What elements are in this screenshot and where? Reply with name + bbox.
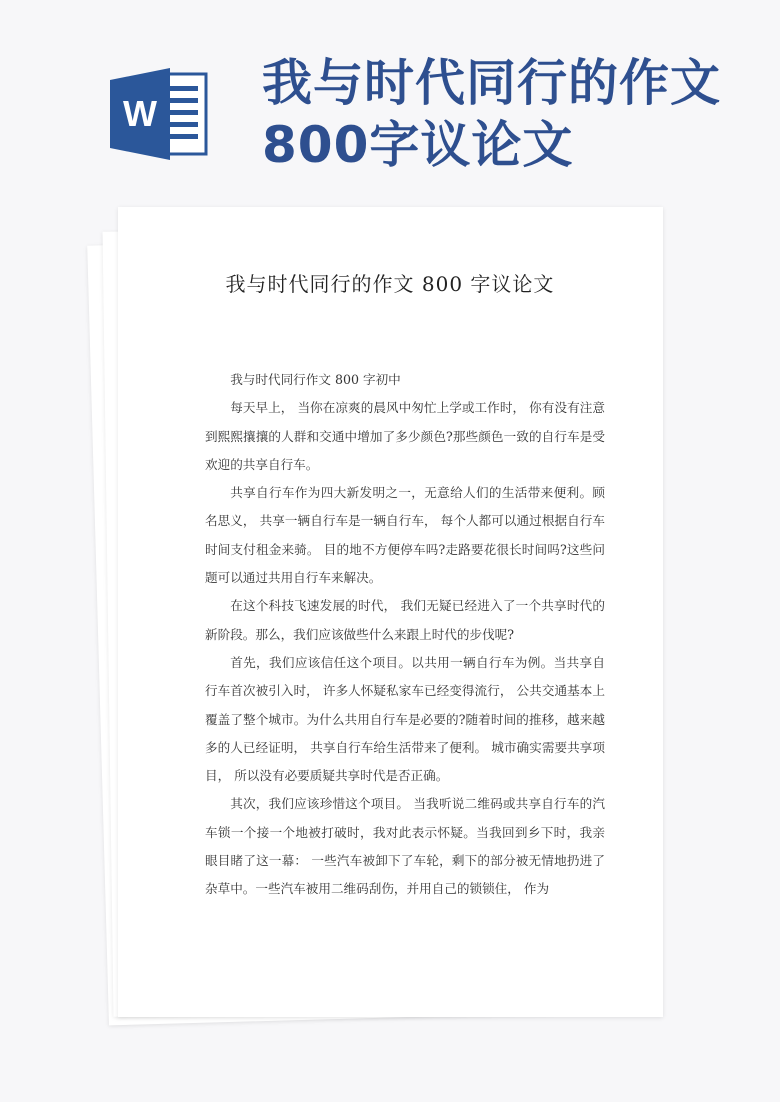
document-body [205,366,605,904]
document-title: 我与时代同行的作文 800 字议论文 [225,272,555,296]
document-paragraph: 在这个科技飞速发展的时代， 我们无疑已经进入了一个共享时代的新阶段。那么，我们应该做些什么来跟上时代的步伐呢? [205,598,605,642]
document-paragraph: 其次，我们应该珍惜这个项目。 当我听说二维码或共享自行车的汽车锁一个接一个地被打破时，我对此表示怀疑。当我回到乡下时，我亲眼目睹了这一幕： 一些汽车被卸下了车轮，剩下的部分被无情地扔进了杂草中。一些汽车被用二维码刮伤，并用自己的锁锁住， 作为 [205,796,605,897]
document-paragraph: 首先，我们应该信任这个项目。以共用一辆自行车为例。当共享自行车首次被引入时， 许多人怀疑私家车已经变得流行， 公共交通基本上覆盖了整个城市。为什么共用自行车是必要的?随着时间的推移，越来越多的人已经证明， 共享自行车给生活带来了便利。 城市确实需要共享项目， 所以没有必要质疑共享时代是否正确。 [205,654,605,784]
word-icon-letter: W [123,93,157,134]
document-paragraph: 我与时代同行作文 800 字初中 [230,372,401,387]
document-paragraph: 每天早上， 当你在凉爽的晨风中匆忙上学或工作时， 你有没有注意到熙熙攘攘的人群和交通中增加了多少颜色?那些颜色一致的自行车是受欢迎的共享自行车。 [205,400,605,472]
document-paragraph: 共享自行车作为四大新发明之一，无意给人们的生活带来便利。顾名思义， 共享一辆自行车是一辆自行车， 每个人都可以通过根据自行车时间支付租金来骑。 目的地不方便停车吗?走路要花很长时间吗?这些问题可以通过共用自行车来解决。 [205,485,605,586]
word-icon [110,68,210,160]
page-headline: 我与时代同行的作文800字议论文 [262,54,721,174]
